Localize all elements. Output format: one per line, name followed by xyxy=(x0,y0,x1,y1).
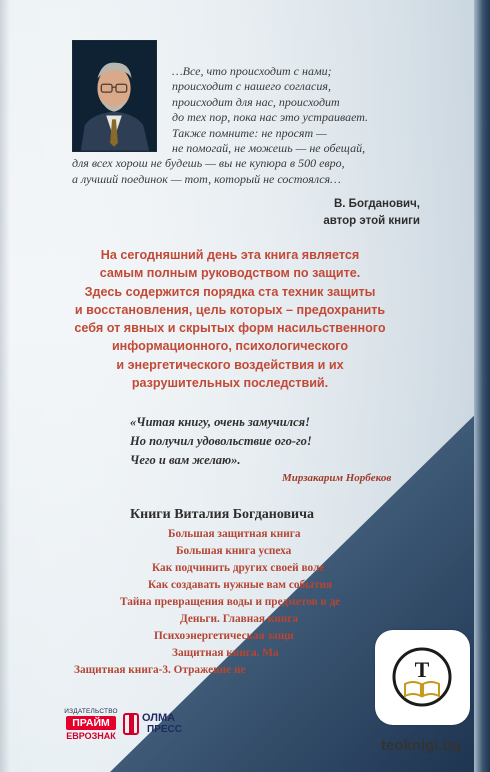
review-line: Но получил удовольствие ого-го! xyxy=(130,434,312,448)
quote-line: для всех хорош не будешь — вы не купюра в 500 евро, xyxy=(72,156,345,171)
description-line: самым полным руководством по защите. xyxy=(99,266,361,281)
book-item: Большая защитная книга xyxy=(168,528,301,540)
book-item: Деньги. Главная книга xyxy=(180,613,299,625)
quote-line: происходит с нашего согласия, xyxy=(172,79,331,94)
book-item: Психоэнергетическая защи xyxy=(154,630,294,642)
watermark-text: teoknigi.bg xyxy=(381,737,461,754)
quote-line: происходит для нас, происходит xyxy=(172,94,340,109)
book-item: Большая книга успеха xyxy=(176,545,292,557)
description-line: и энергетического воздействия и их xyxy=(116,357,344,372)
author-name: В. Богданович, xyxy=(333,198,420,210)
description-line: На сегодняшний день эта книга является xyxy=(100,248,360,262)
quote-line: Также помните: не просят — xyxy=(172,125,327,140)
book-item: Защитная книга-3. Отражение не xyxy=(74,664,246,676)
olma-mark-icon xyxy=(123,713,139,735)
book-item: Тайна превращения воды и предметов в де xyxy=(120,596,341,608)
quote-line: а лучший поединок — тот, который не состоялся… xyxy=(72,171,341,186)
review-line: «Читая книгу, очень замучился! xyxy=(130,415,310,429)
description-line: информационного, психологического xyxy=(111,339,349,354)
book-item: Защитная книга. Ма xyxy=(172,647,279,659)
quote-line: не помогай, не можешь — не обещай, xyxy=(172,141,366,156)
author-photo xyxy=(72,40,157,152)
quote-author xyxy=(323,196,420,230)
description-line: разрушительных последствий. xyxy=(131,376,329,391)
review-author: Мирзакарим Норбеков xyxy=(282,472,392,484)
book-icon xyxy=(391,646,453,708)
review-line: Чего и вам желаю». xyxy=(130,453,241,467)
quote-line: до тех пор, пока нас это устраивает. xyxy=(172,110,369,125)
svg-text:T: T xyxy=(414,657,430,682)
description-line: и восстановления, цель которых – предохранить xyxy=(74,302,386,317)
author-quote xyxy=(72,64,422,187)
book-description xyxy=(50,246,410,392)
review-quote xyxy=(130,413,430,470)
book-item: Как подчинить других своей воле xyxy=(152,562,325,574)
books-list-title: Книги Виталия Богдановича xyxy=(130,507,315,522)
description-line: Здесь содержится порядка ста техник защиты xyxy=(84,284,376,299)
book-item: Как создавать нужные вам события xyxy=(148,579,333,591)
quote-line: …Все, что происходит с нами; xyxy=(172,64,332,78)
author-role: автор этой книги xyxy=(323,215,420,227)
olma-press-logo: ОЛМА ПРЕСС xyxy=(123,710,193,740)
prime-evroznak-logo: ИЗДАТЕЛЬСТВО ПРАЙМ ЕВРОЗНАК xyxy=(64,708,118,741)
description-line: себя от явных и скрытых форм насильственного xyxy=(74,321,386,336)
teoknigi-badge xyxy=(375,630,470,725)
right-edge-band xyxy=(474,0,490,772)
spine-shadow xyxy=(0,0,10,772)
